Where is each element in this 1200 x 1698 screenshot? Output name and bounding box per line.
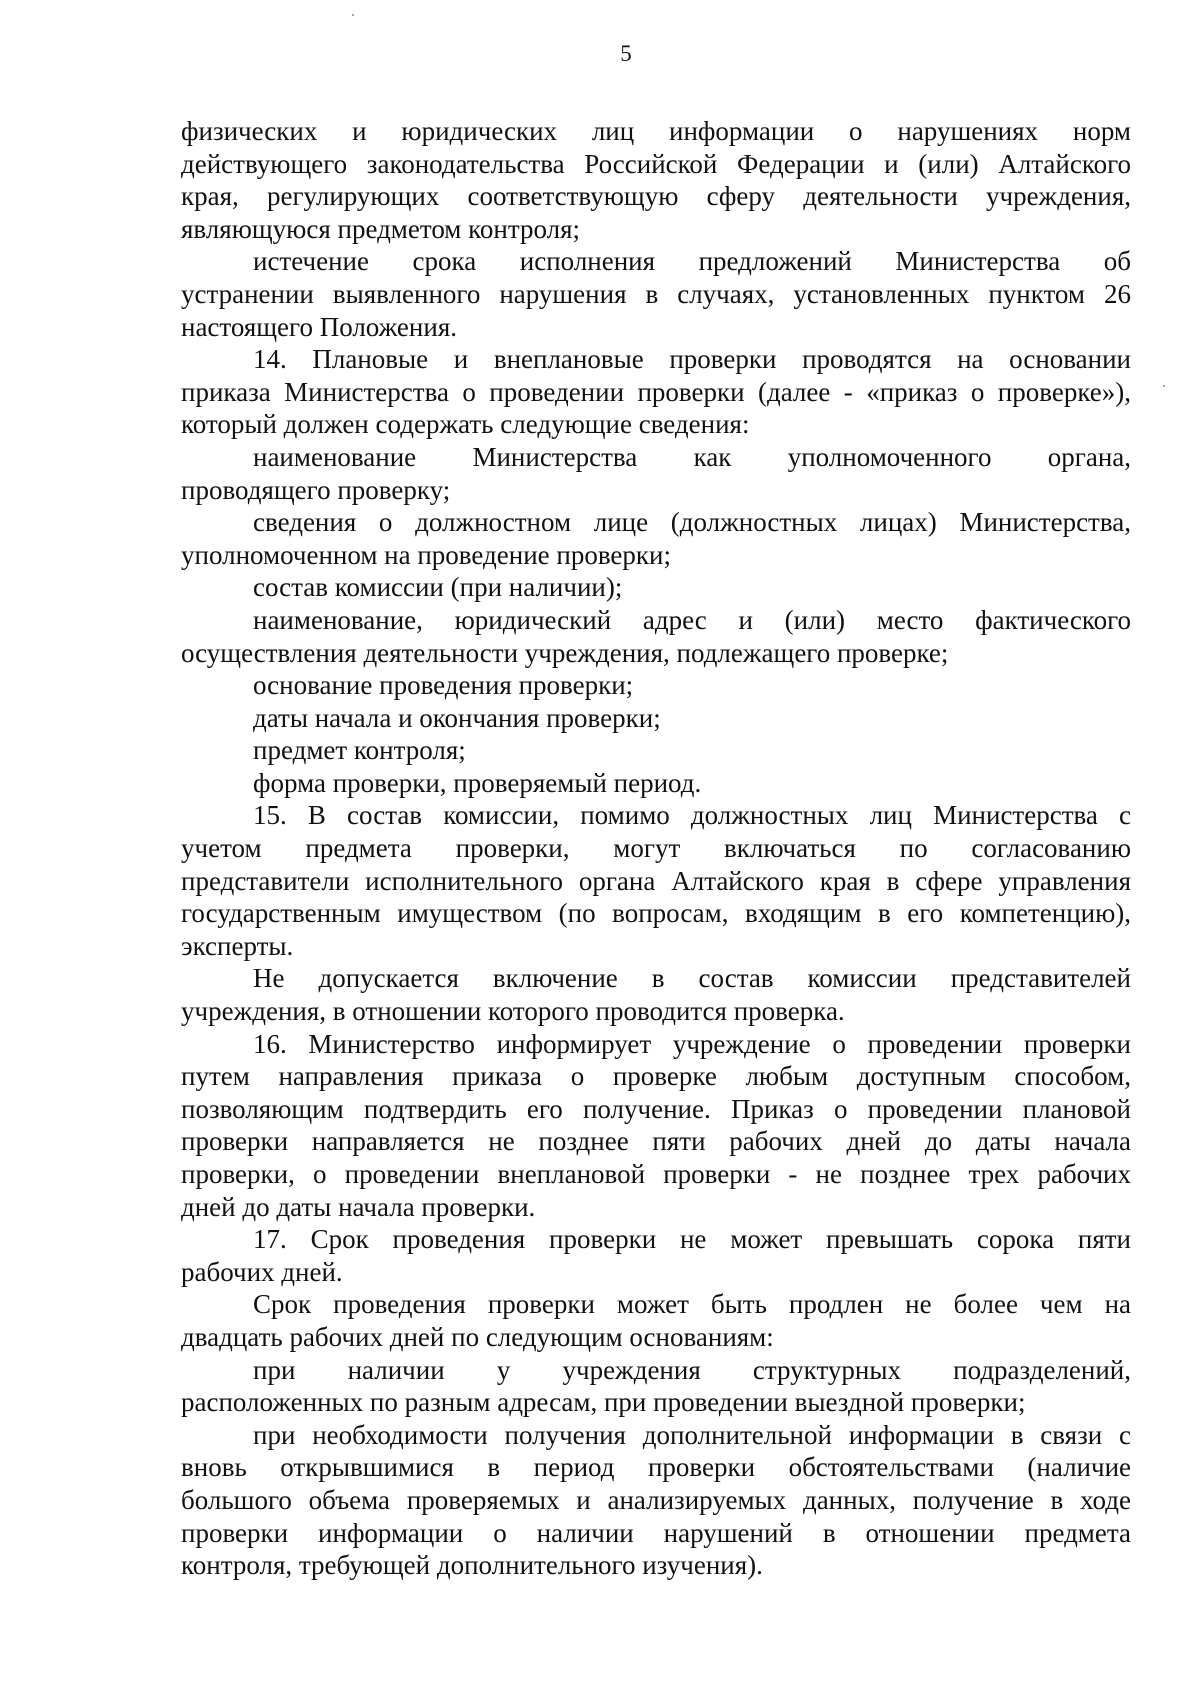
text-line: края, регулирующих соответствующую сферу деятельности учреждения, — [181, 181, 1131, 212]
text-line: осуществления деятельности учреждения, подлежащего проверке; — [181, 637, 949, 668]
text-line: эксперты. — [181, 930, 294, 961]
text-line: вновь открывшимися в период проверки обстоятельствами (наличие — [181, 1452, 1131, 1483]
text-line: физических и юридических лиц информации о нарушениях норм — [181, 116, 1131, 146]
text-line: проверки информации о наличии нарушений в отношении предмета — [181, 1517, 1131, 1548]
text-line: учетом предмета проверки, могут включаться по согласованию — [181, 833, 1131, 864]
text-line: 14. Плановые и внеплановые проверки проводятся на основании — [253, 344, 1131, 375]
scan-speck — [1163, 385, 1165, 387]
text-line: который должен содержать следующие сведения: — [181, 409, 750, 440]
text-line: проводящего проверку; — [181, 474, 451, 505]
text-line: путем направления приказа о проверке любым доступным способом, — [181, 1061, 1131, 1092]
scan-speck — [352, 14, 354, 16]
text-line: проверки, о проведении внеплановой проверки - не позднее трех рабочих — [181, 1159, 1131, 1189]
text-line: расположенных по разным адресам, при проведении выездной проверки; — [181, 1387, 1026, 1418]
text-line: основание проведения проверки; — [253, 670, 634, 701]
text-line: рабочих дней. — [181, 1256, 343, 1287]
text-line: 16. Министерство информирует учреждение о проведении проверки — [253, 1028, 1131, 1059]
text-line: государственным имуществом (по вопросам, входящим в его компетенцию), — [181, 898, 1131, 929]
text-line: форма проверки, проверяемый период. — [253, 767, 702, 798]
text-line: дней до даты начала проверки. — [181, 1191, 536, 1222]
text-line: предмет контроля; — [253, 735, 466, 766]
text-line: проверки направляется не позднее пяти рабочих дней до даты начала — [181, 1126, 1131, 1157]
text-line: контроля, требующей дополнительного изучения). — [181, 1550, 763, 1581]
text-line: большого объема проверяемых и анализируемых данных, получение в ходе — [181, 1484, 1131, 1515]
text-line: сведения о должностном лице (должностных лицах) Министерства, — [253, 507, 1131, 538]
text-line: позволяющим подтвердить его получение. Приказ о проведении плановой — [181, 1093, 1131, 1124]
text-line: состав комиссии (при наличии); — [253, 572, 623, 603]
text-line: представители исполнительного органа Алтайского края в сфере управления — [181, 865, 1131, 896]
text-line: являющуюся предметом контроля; — [181, 213, 581, 244]
text-line: даты начала и окончания проверки; — [253, 702, 661, 733]
document-body — [181, 115, 1131, 1582]
text-line: устранении выявленного нарушения в случаях, установленных пунктом 26 — [181, 278, 1131, 309]
text-line: учреждения, в отношении которого проводится проверка. — [181, 996, 845, 1027]
text-line: Не допускается включение в состав комиссии представителей — [253, 963, 1131, 994]
text-line: при необходимости получения дополнительной информации в связи с — [253, 1419, 1131, 1450]
text-line: Срок проведения проверки может быть продлен не более чем на — [253, 1289, 1131, 1320]
text-line: истечение срока исполнения предложений Министерства об — [253, 246, 1131, 277]
text-line: настоящего Положения. — [181, 311, 457, 342]
page-number: 5 — [620, 41, 632, 66]
text-line: при наличии у учреждения структурных подразделений, — [253, 1354, 1131, 1385]
text-line: наименование Министерства как уполномоченного органа, — [253, 441, 1131, 472]
text-line: двадцать рабочих дней по следующим основаниям: — [181, 1321, 774, 1352]
text-line: 15. В состав комиссии, помимо должностных лиц Министерства с — [253, 800, 1131, 831]
text-line: наименование, юридический адрес и (или) место фактического — [253, 604, 1131, 635]
text-line: уполномоченном на проведение проверки; — [181, 539, 671, 570]
text-line: приказа Министерства о проведении проверки (далее - «приказ о проверке»), — [181, 376, 1131, 407]
text-line: 17. Срок проведения проверки не может превышать сорока пяти — [253, 1224, 1131, 1255]
text-line: действующего законодательства Российской Федерации и (или) Алтайского — [181, 148, 1131, 179]
